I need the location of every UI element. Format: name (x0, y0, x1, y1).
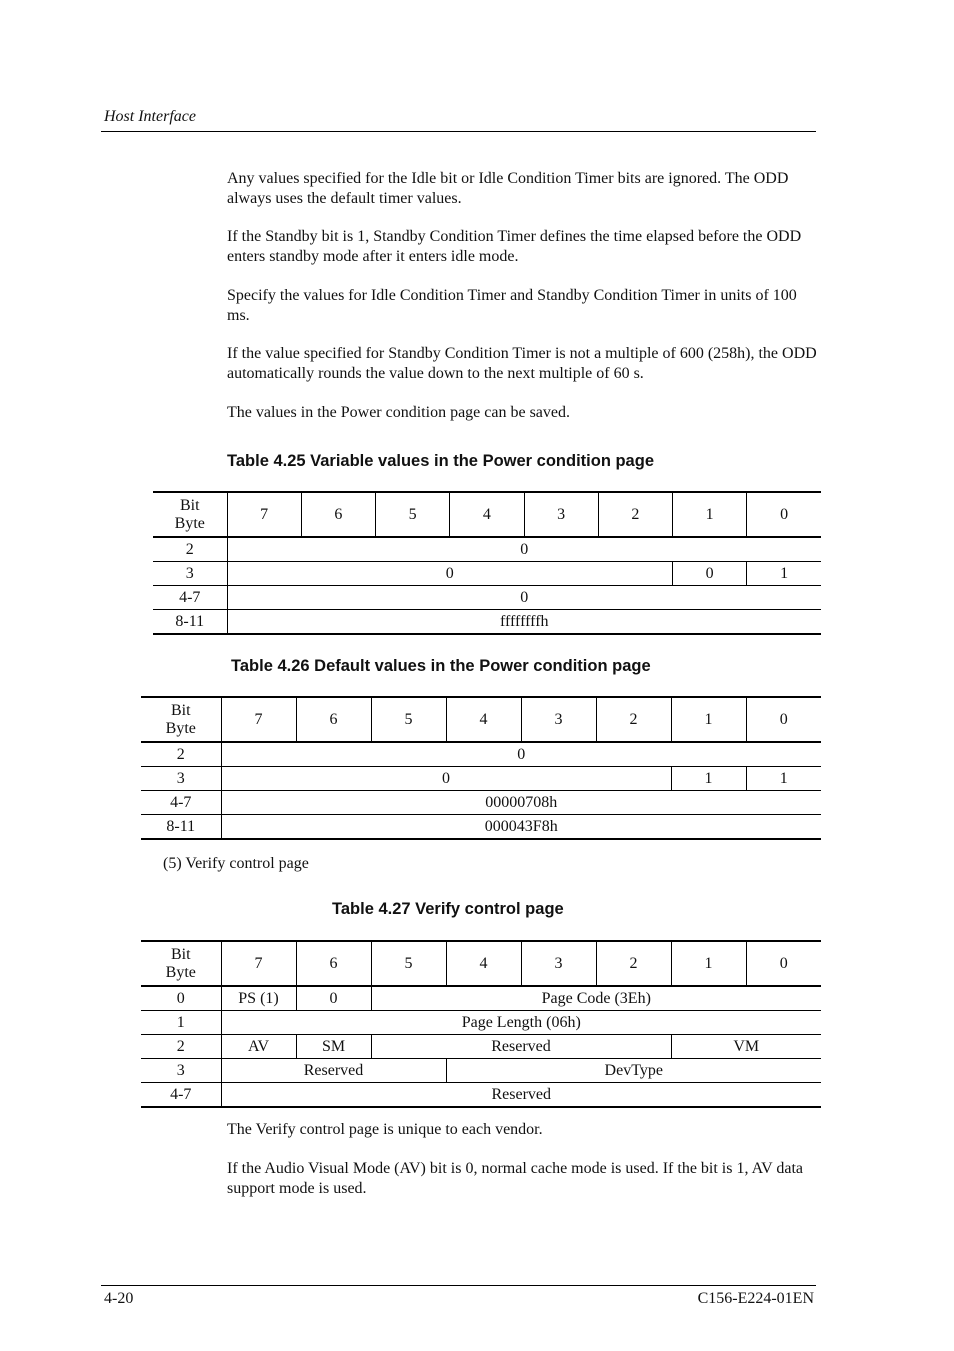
byte-cell: 3 (141, 767, 221, 791)
byte-cell: 2 (153, 537, 227, 562)
bit-label: Bit (179, 496, 200, 514)
table-header-row (141, 697, 821, 742)
bit-3-header: 3 (524, 492, 598, 537)
paragraph-saved: The values in the Power condition page can be saved. (227, 404, 570, 421)
reserved-field: Reserved (371, 1035, 671, 1059)
paragraph-vendor-unique: The Verify control page is unique to each vendor. (227, 1121, 543, 1138)
value-cell: 0 (221, 767, 671, 791)
bit-0-header: 0 (746, 941, 821, 986)
value-cell: 0 (673, 562, 747, 586)
paragraph-rounding: If the value specified for Standby Condition Timer is not a multiple of 600 (258h), the ODD automatically rounds the value down to the next multiple of 60 s. (227, 345, 817, 382)
table-row (141, 767, 821, 791)
bit-2-header: 2 (596, 697, 671, 742)
bit-5-header: 5 (376, 492, 450, 537)
paragraph-av-mode: If the Audio Visual Mode (AV) bit is 0, normal cache mode is used. If the bit is 1, AV data support mode is used. (227, 1160, 803, 1197)
value-cell: 0 (296, 986, 371, 1011)
byte-cell: 3 (141, 1059, 221, 1083)
byte-cell: 2 (141, 742, 221, 767)
table-header-row (141, 941, 821, 986)
bit-1-header: 1 (673, 492, 747, 537)
devtype-field: DevType (446, 1059, 821, 1083)
value-cell: 000043F8h (221, 815, 821, 840)
bit-5-header: 5 (371, 941, 446, 986)
value-cell: 0 (221, 742, 821, 767)
bit-0-header: 0 (746, 697, 821, 742)
document-id: C156-E224-01EN (697, 1290, 814, 1307)
value-cell: 00000708h (221, 791, 821, 815)
bit-byte-header (141, 941, 221, 986)
paragraph-timer-units: Specify the values for Idle Condition Timer and Standby Condition Timer in units of 100 ms. (227, 287, 797, 324)
table-4-27 (141, 940, 821, 1108)
bit-1-header: 1 (671, 941, 746, 986)
bit-5-header: 5 (371, 697, 446, 742)
table-4-27-caption: Table 4.27 Verify control page (332, 900, 564, 918)
paragraph-idle-timer: Any values specified for the Idle bit or Idle Condition Timer bits are ignored. The ODD always uses the default timer values. (227, 170, 789, 207)
sm-field: SM (296, 1035, 371, 1059)
paragraph-standby-bit: If the Standby bit is 1, Standby Condition Timer defines the time elapsed before the ODD enters standby mode after it enters idle mode. (227, 228, 802, 265)
table-header-row (153, 492, 821, 537)
table-row (153, 610, 821, 635)
value-cell: 0 (227, 562, 673, 586)
value-cell: 1 (747, 562, 821, 586)
byte-cell: 4-7 (141, 1083, 221, 1108)
page-number: 4-20 (104, 1290, 134, 1307)
table-row (141, 815, 821, 840)
value-cell: 1 (671, 767, 746, 791)
value-cell: 0 (227, 586, 821, 610)
table-row (141, 1083, 821, 1108)
byte-cell: 4-7 (153, 586, 227, 610)
vm-field: VM (671, 1035, 821, 1059)
byte-cell: 8-11 (153, 610, 227, 635)
bit-3-header: 3 (521, 697, 596, 742)
subsection-heading: (5) Verify control page (163, 855, 309, 872)
table-4-26 (141, 696, 821, 840)
header-rule (101, 131, 816, 132)
table-4-26-caption: Table 4.26 Default values in the Power condition page (231, 657, 651, 675)
bit-2-header: 2 (598, 492, 672, 537)
bit-6-header: 6 (296, 941, 371, 986)
table-row (141, 742, 821, 767)
byte-cell: 4-7 (141, 791, 221, 815)
value-cell: 0 (227, 537, 821, 562)
bit-4-header: 4 (446, 697, 521, 742)
bit-2-header: 2 (596, 941, 671, 986)
byte-cell: 1 (141, 1011, 221, 1035)
bit-label: Bit (170, 945, 191, 963)
bit-byte-header (141, 697, 221, 742)
bit-0-header: 0 (747, 492, 821, 537)
bit-1-header: 1 (671, 697, 746, 742)
bit-label: Bit (170, 701, 191, 719)
table-row (153, 562, 821, 586)
table-4-25-caption: Table 4.25 Variable values in the Power condition page (227, 452, 654, 470)
byte-label: Byte (165, 719, 196, 737)
table-row (141, 791, 821, 815)
table-row (153, 537, 821, 562)
bit-6-header: 6 (301, 492, 375, 537)
bit-6-header: 6 (296, 697, 371, 742)
running-header: Host Interface (104, 108, 196, 125)
byte-label: Byte (165, 963, 196, 981)
footer-rule (101, 1285, 816, 1286)
table-row (141, 1035, 821, 1059)
value-cell: 1 (746, 767, 821, 791)
page-length-field: Page Length (06h) (221, 1011, 821, 1035)
bit-3-header: 3 (521, 941, 596, 986)
byte-cell: 3 (153, 562, 227, 586)
ps-field: PS (1) (221, 986, 296, 1011)
table-4-25 (153, 491, 821, 635)
byte-label: Byte (174, 514, 205, 532)
bit-4-header: 4 (446, 941, 521, 986)
reserved-field: Reserved (221, 1059, 446, 1083)
byte-cell: 2 (141, 1035, 221, 1059)
bit-4-header: 4 (450, 492, 524, 537)
bit-7-header: 7 (221, 941, 296, 986)
table-row (141, 1011, 821, 1035)
table-row (153, 586, 821, 610)
bit-7-header: 7 (221, 697, 296, 742)
bit-byte-header (153, 492, 227, 537)
bit-7-header: 7 (227, 492, 301, 537)
byte-cell: 0 (141, 986, 221, 1011)
value-cell: ffffffffh (227, 610, 821, 635)
page-code-field: Page Code (3Eh) (371, 986, 821, 1011)
table-row (141, 986, 821, 1011)
table-row (141, 1059, 821, 1083)
byte-cell: 8-11 (141, 815, 221, 840)
av-field: AV (221, 1035, 296, 1059)
reserved-field: Reserved (221, 1083, 821, 1108)
